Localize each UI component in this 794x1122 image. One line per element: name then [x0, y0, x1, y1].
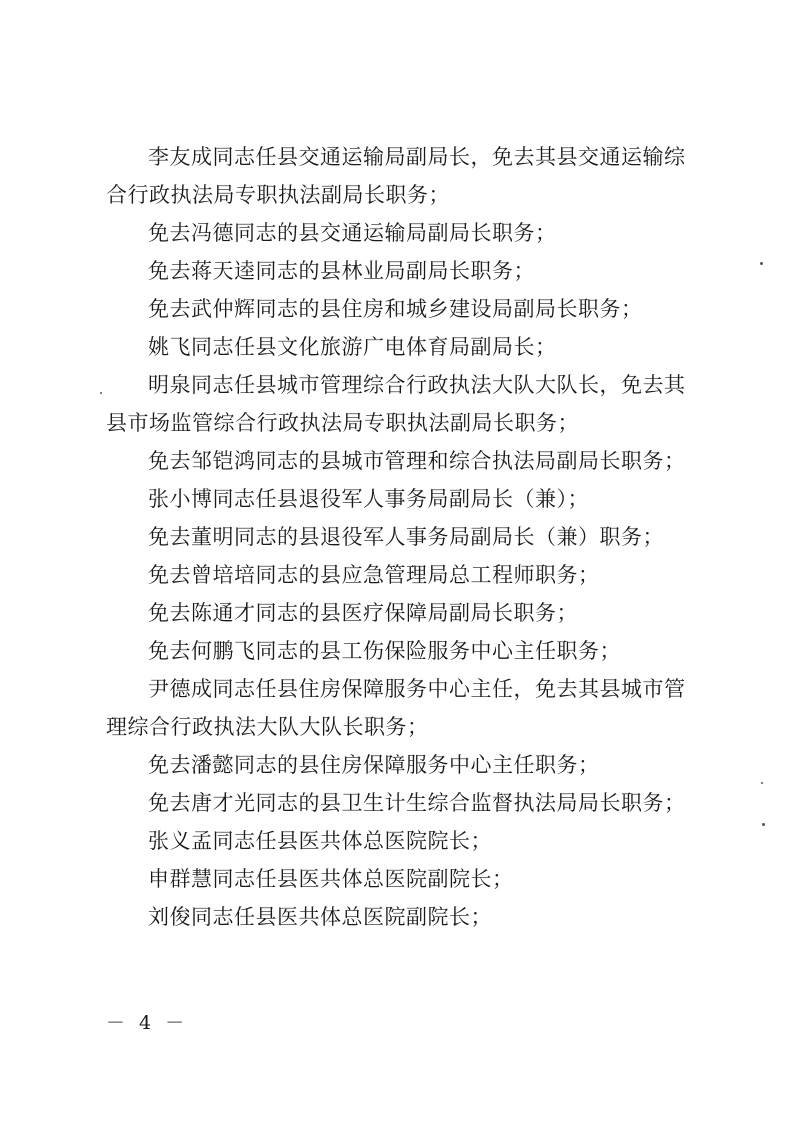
paragraph-9: 免去董明同志的县退役军人事务局副局长（兼）职务； [148, 525, 664, 549]
scan-speck [762, 823, 765, 826]
paragraph-16: 张义孟同志任县医共体总医院院长； [148, 829, 492, 853]
paragraph-18: 刘俊同志任县医共体总医院副院长； [148, 905, 492, 929]
paragraph-5: 姚飞同志任县文化旅游广电体育局副局长； [148, 335, 557, 359]
paragraph-13: 尹德成同志任县住房保障服务中心主任，免去其县城市管理综合行政执法大队大队长职务； [106, 677, 686, 739]
document-body [106, 138, 702, 936]
paragraph-2: 免去冯德同志的县交通运输局副局长职务； [148, 221, 557, 245]
paragraph-3: 免去蒋天逵同志的县林业局副局长职务； [148, 259, 535, 283]
paragraph-15: 免去唐才光同志的县卫生计生综合监督执法局局长职务； [148, 791, 686, 815]
paragraph-14: 免去潘懿同志的县住房保障服务中心主任职务； [148, 753, 600, 777]
paragraph-1: 李友成同志任县交通运输局副局长，免去其县交通运输综合行政执法局专职执法副局长职务； [106, 145, 686, 207]
page-number: － 4 － [106, 1012, 189, 1034]
paragraph-10: 免去曾培培同志的县应急管理局总工程师职务； [148, 563, 600, 587]
paragraph-8: 张小博同志任县退役军人事务局副局长（兼）； [148, 487, 589, 511]
paragraph-12: 免去何鹏飞同志的县工伤保险服务中心主任职务； [148, 639, 621, 663]
paragraph-4: 免去武仲辉同志的县住房和城乡建设局副局长职务； [148, 297, 643, 321]
paragraph-11: 免去陈通才同志的县医疗保障局副局长职务； [148, 601, 578, 625]
scan-speck [761, 782, 763, 784]
scan-speck [760, 262, 763, 265]
scan-speck [100, 392, 102, 394]
paragraph-6: 明泉同志任县城市管理综合行政执法大队大队长，免去其县市场监管综合行政执法局专职执法副局长职务； [106, 373, 686, 435]
paragraph-17: 申群慧同志任县医共体总医院副院长； [148, 867, 514, 891]
paragraph-7: 免去邹铠鸿同志的县城市管理和综合执法局副局长职务； [148, 449, 686, 473]
